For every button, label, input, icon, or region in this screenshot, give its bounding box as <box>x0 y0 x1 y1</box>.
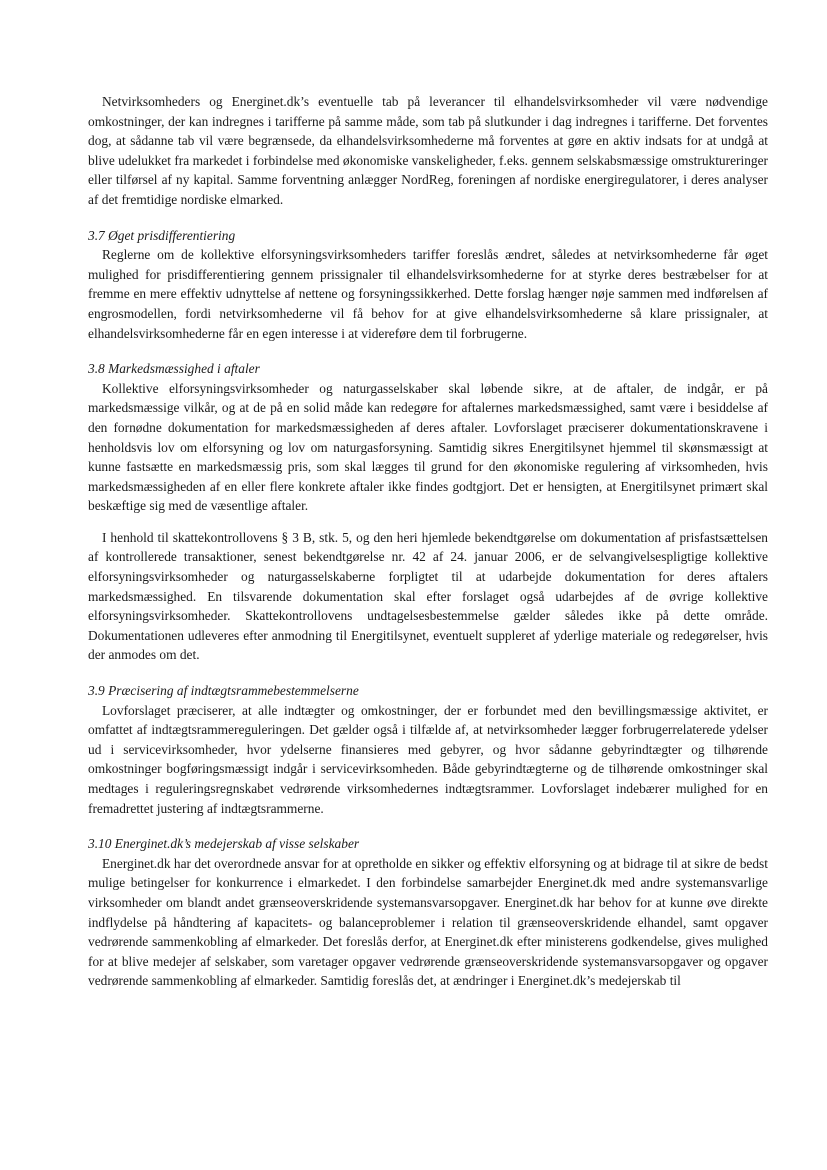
section-title: 3.9 Præcisering af indtægtsrammebestemmelserne <box>88 683 359 699</box>
section-3-7 <box>88 226 768 344</box>
section-title: 3.10 Energinet.dk’s medejerskab af visse selskaber <box>88 836 360 852</box>
document-page <box>88 92 768 991</box>
section-3-8 <box>88 359 768 665</box>
section-paragraph: Lovforslaget præciserer, at alle indtægter og omkostninger, der er forbundet med den bevillingsmæssige aktivitet, er omfattet af indtægtsrammereguleringen. Det gælder også i tilfælde af, at netvirksomheder lægger forbrugerrelaterede ydelser ud i servicevirksomheder, hvor ydelserne finansieres med gebyrer, og hvor sådanne gebyrindtægter og tilhørende omkostninger bogføringsmæssigt indgår i servicevirksomheden. Både gebyrindtægterne og de tilhørende omkostninger skal medtages i reguleringsregnskabet vedrørende virksomhedernes indtægtsrammer. Lovforslaget indebærer mulighed for en fremadrettet justering af indtægtsrammerne. <box>88 702 768 816</box>
section-paragraph: Reglerne om de kollektive elforsyningsvirksomheders tariffer foreslås ændret, således at netvirksomhederne får øget mulighed for prisdifferentiering gennem prissignaler til elhandelsvirksomhederne for at styrke deres bestræbelser for at fremme en mere effektiv udnyttelse af nettene og forsyningssikkerhed. Dette forslag hænger nøje sammen med indførelsen af engrosmodellen, fordi netvirksomhederne vil få behov for at give elhandelsvirksomhederne så klare prissignaler, at elhandelsvirksomhederne får en egen interesse i at videreføre dem til forbrugerne. <box>88 247 768 341</box>
section-title: 3.7 Øget prisdifferentiering <box>88 227 236 243</box>
section-paragraph: I henhold til skattekontrollovens § 3 B, stk. 5, og den heri hjemlede bekendtgørelse om dokumentation af prisfastsættelsen af kontrollerede transaktioner, senest bekendtgørelse nr. 42 af 24. januar 2006, er de selvangivelsespligtige kollektive elforsyningsvirksomheder og naturgasselskaberne forpligtet til at udarbejde dokumentation for deres aftalers markedsmæssighed. En tilsvarende dokumentation skal efter forslaget også udarbejdes af de øvrige kollektive elforsyningsvirksomheder. Skattekontrollovens undtagelsesbestemmelse gælder således ikke på dette område. Dokumentationen udleveres efter anmodning til Energitilsynet, eventuelt suppleret af yderlige materiale og redegørelser, hvis der anmodes om det. <box>88 529 768 663</box>
section-paragraph: Kollektive elforsyningsvirksomheder og naturgasselskaber skal løbende sikre, at de aftaler, de indgår, er på markedsmæssige vilkår, og at de på en solid måde kan redegøre for aftalernes markedsmæssighed, samt være i besiddelse af den fornødne dokumentation for markedsmæssigheden af deres aftaler. Lovforslaget præciserer dokumentationskravene i henholdsvis lov om elforsyning og lov om naturgasforsyning. Samtidig sikres Energitilsynet hjemmel til skønsmæssigt at kunne fastsætte en markedsmæssig pris, som skal lægges til grund for den økonomiske regulering af virksomheden, hvis markedsmæssigheden af en eller flere konkrete aftaler ikke findes godtgjort. Det er hensigten, at Energitilsynet primært skal beskæftige sig med de væsentlige aftaler. <box>88 380 768 514</box>
intro-paragraph: Netvirksomheders og Energinet.dk’s eventuelle tab på leverancer til elhandelsvirksomheder vil være nødvendige omkostninger, der kan indregnes i tarifferne på samme måde, som tab på slutkunder i dag indregnes i tarifferne. Det forventes dog, at sådanne tab vil være begrænsede, da elhandelsvirksomhederne må forventes at gøre en aktiv indsats for at undgå at blive udelukket fra markedet i forbindelse med økonomiske vanskeligheder, f.eks. gennem selskabsmæssige omstruktureringer eller tilførsel af ny kapital. Samme forventning anlægger NordReg, foreningen af nordiske energiregulatorer, i deres analyser af det fremtidige nordiske elmarked. <box>88 94 768 207</box>
section-title: 3.8 Markedsmæssighed i aftaler <box>88 361 260 377</box>
section-paragraph: Energinet.dk har det overordnede ansvar for at opretholde en sikker og effektiv elforsyning og at bidrage til at sikre de bedst mulige betingelser for konkurrence i elmarkedet. I den forbindelse samarbejder Energinet.dk med andre systemansvarlige virksomheder om blandt andet grænseoverskridende systemansvarsopgaver. Energinet.dk har behov for at kunne øve direkte indflydelse på håndtering af kapacitets- og balanceproblemer i relation til grænseoverskridende elhandel, samt opgaver vedrørende sammenkobling af elmarkeder. Det foreslås derfor, at Energinet.dk efter ministerens godkendelse, gives mulighed for at blive medejer af selskaber, som varetager opgaver vedrørende grænseoverskridende systemansvarsopgaver og opgaver vedrørende sammenkobling af elmarkeder. Samtidig foreslås det, at ændringer i Energinet.dk’s medejerskab til <box>88 855 768 989</box>
section-3-9 <box>88 681 768 818</box>
section-3-10 <box>88 834 768 991</box>
